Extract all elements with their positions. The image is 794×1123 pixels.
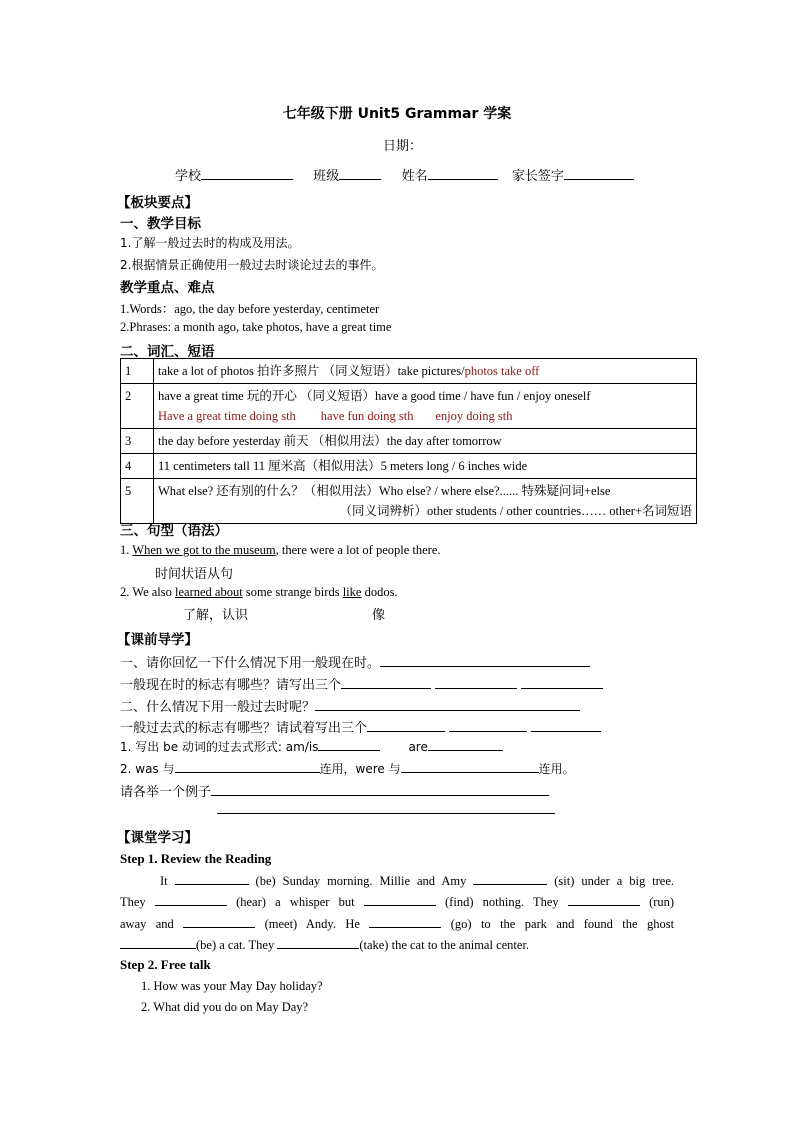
class-label: 班级 [313,169,340,184]
answer-blank[interactable] [175,760,320,773]
answer-blank[interactable] [521,676,603,689]
school-label: 学校 [175,169,202,184]
answer-blank[interactable] [318,738,380,751]
school-field[interactable] [201,167,293,180]
table-row [121,454,697,479]
answer-blank[interactable] [155,893,227,906]
preview-q2: 一般现在时的标志有哪些？请写出三个 [120,674,603,693]
table-row [121,479,697,524]
answer-blank[interactable] [175,872,249,885]
goals-heading: 一、教学目标 [120,216,201,232]
preview-q3: 二、什么情况下用一般过去时呢？ [120,696,580,715]
class-heading: 【课堂学习】 [117,830,198,846]
answer-blank[interactable] [428,738,503,751]
answer-blank[interactable] [449,719,527,732]
goal-item: 1.了解一般过去时的构成及用法。 [120,236,300,250]
answer-blank[interactable] [473,872,547,885]
answer-blank[interactable] [183,915,255,928]
preview-q4: 一般过去式的标志有哪些？请试着写出三个 [120,717,601,736]
row-content: 11 centimeters tall 11 厘米高（相似用法）5 meters long / 6 inches wide [154,454,697,479]
answer-blank[interactable] [369,915,441,928]
preview-q6: 2. was 与 连用，were 与 连用。 [120,762,575,776]
answer-blank[interactable] [367,719,445,732]
answer-blank[interactable] [341,676,431,689]
table-row [121,384,697,429]
answer-blank[interactable] [217,813,555,814]
keypoint-item: 1.Words：ago, the day before yesterday, centimeter [120,302,380,316]
preview-q7: 请各举一个例子 [120,781,549,800]
table-row [121,429,697,454]
row-number: 3 [121,429,154,454]
answer-blank[interactable] [364,893,436,906]
name-field[interactable] [428,167,498,180]
answer-blank[interactable] [315,698,580,711]
preview-q5: 1. 写出 be 动词的过去式形式: am/is are [120,738,503,755]
table-row [121,359,697,384]
answer-blank[interactable] [435,676,517,689]
row-number: 5 [121,479,154,524]
sentence-2-note-2: 像 [372,608,386,623]
info-fields [175,165,634,184]
row-number: 4 [121,454,154,479]
answer-blank[interactable] [531,719,601,732]
row-content: have a great time 玩的开心 （同义短语）have a good time / have fun / enjoy oneself Have a great time doing sth have fun doing sth enjoy doing sth [154,384,697,429]
talk-question: 2. What did you do on May Day? [141,1000,309,1014]
vocab-table [120,358,697,524]
reading-line: It (be) Sunday morning. Millie and Amy (sit) under a big tree. [160,874,675,888]
step-2-heading: Step 2. Free talk [120,957,211,972]
preview-heading: 【课前导学】 [117,632,198,648]
answer-blank[interactable] [277,936,359,949]
reading-line: (be) a cat. They (take) the cat to the animal center. [120,936,529,953]
row-number: 2 [121,384,154,429]
row-content: take a lot of photos 拍许多照片 （同义短语）take pictures/photos take off [154,359,697,384]
section-focus-heading: 【板块要点】 [117,195,198,211]
sentence-2: 2. We also learned about some strange birds like dodos. [120,585,398,599]
preview-q1: 一、请你回忆一下什么情况下用一般现在时。 [120,652,590,671]
answer-blank[interactable] [568,893,640,906]
vocab-heading: 二、词汇、短语 [120,344,215,360]
goal-item: 2.根据情景正确使用一般过去时谈论过去的事件。 [120,258,384,272]
reading-line: away and (meet) Andy. He (go) to the park and found the ghost [120,917,675,931]
date-label: 日期： [383,139,423,154]
class-field[interactable] [339,167,381,180]
answer-blank[interactable] [120,936,196,949]
row-content: the day before yesterday 前天 （相似用法）the day after tomorrow [154,429,697,454]
keypoint-item: 2.Phrases: a month ago, take photos, have a great time [120,320,392,334]
answer-blank[interactable] [401,760,539,773]
answer-blank[interactable] [211,783,549,796]
parent-signature-field[interactable] [564,167,634,180]
row-content: What else? 还有别的什么？（相似用法）Who else? / where else?...... 特殊疑问词+else （同义词辨析）other students / other countries…… other+名词短语 [154,479,697,524]
page-title: 七年级下册 Unit5 Grammar 学案 [282,106,512,122]
sentence-1-note: 时间状语从句 [155,567,234,582]
sentence-heading: 三、句型（语法） [120,523,228,539]
sentence-2-note-1: 了解，认识 [183,608,249,623]
parent-signature-label: 家长签字 [511,169,564,184]
step-1-heading: Step 1. Review the Reading [120,851,272,866]
name-label: 姓名 [401,169,428,184]
sentence-1: 1. When we got to the museum, there were a lot of people there. [120,543,441,557]
row-number: 1 [121,359,154,384]
keypoints-heading: 教学重点、难点 [120,280,215,296]
answer-blank[interactable] [380,654,590,667]
talk-question: 1. How was your May Day holiday? [141,979,323,993]
reading-line: They (hear) a whisper but (find) nothing. They (run) [120,895,675,909]
